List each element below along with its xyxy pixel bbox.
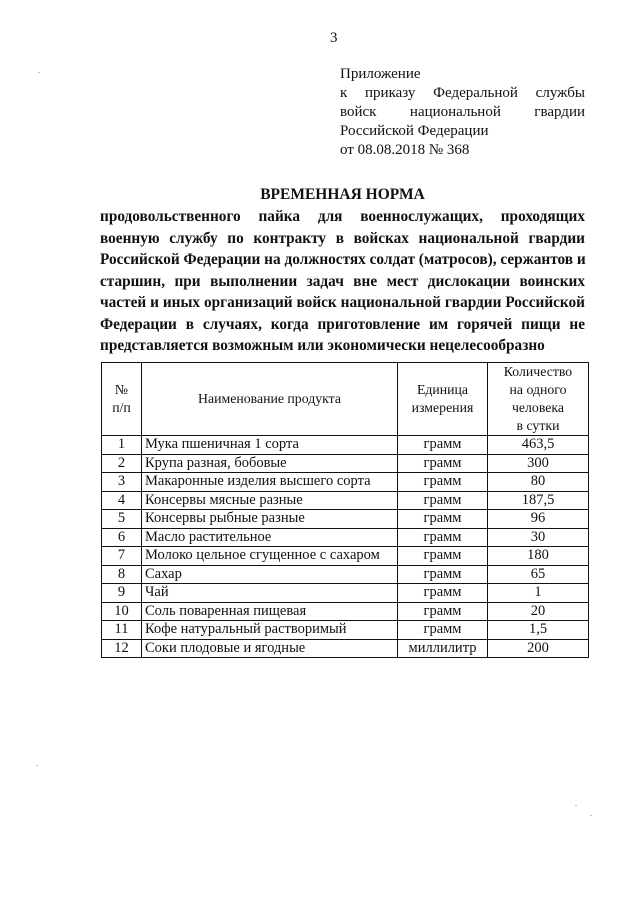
quantity: 80 xyxy=(488,473,589,492)
unit: грамм xyxy=(398,528,488,547)
subtitle-line: частей и иных организаций войск национальной гвардии Российской xyxy=(100,294,585,311)
subtitle-line: представляется возможным или экономически нецелесообразно xyxy=(100,337,545,354)
product-name: Сахар xyxy=(142,565,398,584)
subtitle-line: старшин, при выполнении задач вне мест дислокации воинских xyxy=(100,272,585,290)
appendix-line: от 08.08.2018 № 368 xyxy=(340,142,470,158)
header-num-line: № xyxy=(114,382,129,397)
table-row xyxy=(102,547,589,566)
unit: грамм xyxy=(398,602,488,621)
header-qty-line: на одного xyxy=(509,382,567,397)
header-num xyxy=(102,363,142,436)
table-row xyxy=(102,639,589,658)
header-qty-line: в сутки xyxy=(516,418,560,433)
unit: грамм xyxy=(398,436,488,455)
header-num-line: п/п xyxy=(112,400,131,415)
row-number: 7 xyxy=(102,547,142,566)
unit: грамм xyxy=(398,510,488,529)
row-number: 3 xyxy=(102,473,142,492)
appendix-line: Приложение xyxy=(340,66,421,82)
unit: грамм xyxy=(398,565,488,584)
quantity: 20 xyxy=(488,602,589,621)
quantity: 1 xyxy=(488,584,589,603)
product-name: Мука пшеничная 1 сорта xyxy=(142,436,398,455)
product-name: Молоко цельное сгущенное с сахаром xyxy=(142,547,398,566)
product-name: Макаронные изделия высшего сорта xyxy=(142,473,398,492)
appendix-line: войск национальной гвардии xyxy=(340,104,585,120)
product-name: Консервы рыбные разные xyxy=(142,510,398,529)
quantity: 30 xyxy=(488,528,589,547)
appendix-block xyxy=(340,65,585,160)
row-number: 6 xyxy=(102,528,142,547)
subtitle-line: Федерации в случаях, когда приготовление им горячей пищи не xyxy=(100,315,585,333)
row-number: 11 xyxy=(102,621,142,640)
row-number: 10 xyxy=(102,602,142,621)
row-number: 1 xyxy=(102,436,142,455)
header-name: Наименование продукта xyxy=(142,363,398,436)
quantity: 96 xyxy=(488,510,589,529)
table-header-row xyxy=(102,363,589,436)
unit: миллилитр xyxy=(398,639,488,658)
document-title: ВРЕМЕННАЯ НОРМА xyxy=(260,186,425,203)
unit: грамм xyxy=(398,491,488,510)
table-row xyxy=(102,510,589,529)
row-number: 4 xyxy=(102,491,142,510)
table-row xyxy=(102,602,589,621)
product-name: Чай xyxy=(142,584,398,603)
quantity: 65 xyxy=(488,565,589,584)
quantity: 200 xyxy=(488,639,589,658)
row-number: 2 xyxy=(102,454,142,473)
subtitle-line: продовольственного пайка для военнослужащих, проходящих xyxy=(100,208,585,225)
row-number: 12 xyxy=(102,639,142,658)
row-number: 9 xyxy=(102,584,142,603)
row-number: 8 xyxy=(102,565,142,584)
quantity: 300 xyxy=(488,454,589,473)
unit: грамм xyxy=(398,621,488,640)
header-qty xyxy=(488,363,589,436)
product-name: Крупа разная, бобовые xyxy=(142,454,398,473)
page-number: 3 xyxy=(330,30,338,46)
product-name: Соки плодовые и ягодные xyxy=(142,639,398,658)
row-number: 5 xyxy=(102,510,142,529)
document-subtitle xyxy=(100,206,585,357)
unit: грамм xyxy=(398,547,488,566)
ration-table xyxy=(101,362,589,658)
product-name: Консервы мясные разные xyxy=(142,491,398,510)
header-unit-line: измерения xyxy=(411,400,474,415)
table-row xyxy=(102,473,589,492)
quantity: 463,5 xyxy=(488,436,589,455)
table-row xyxy=(102,584,589,603)
subtitle-line: военную службу по контракту в войсках национальной гвардии xyxy=(100,229,585,247)
header-qty-line: человека xyxy=(511,400,565,415)
subtitle-line: Российской Федерации на должностях солдат (матросов), сержантов и xyxy=(100,251,586,268)
table-row xyxy=(102,528,589,547)
table-row xyxy=(102,621,589,640)
header-unit-line: Единица xyxy=(416,382,469,397)
appendix-line: к приказу Федеральной службы xyxy=(340,85,585,101)
table-row xyxy=(102,436,589,455)
quantity: 187,5 xyxy=(488,491,589,510)
appendix-line: Российской Федерации xyxy=(340,123,489,139)
header-unit xyxy=(398,363,488,436)
product-name: Соль поваренная пищевая xyxy=(142,602,398,621)
product-name: Кофе натуральный растворимый xyxy=(142,621,398,640)
header-qty-line: Количество xyxy=(503,364,573,379)
unit: грамм xyxy=(398,473,488,492)
quantity: 1,5 xyxy=(488,621,589,640)
table-row xyxy=(102,565,589,584)
table-row xyxy=(102,491,589,510)
product-name: Масло растительное xyxy=(142,528,398,547)
table-row xyxy=(102,454,589,473)
unit: грамм xyxy=(398,454,488,473)
unit: грамм xyxy=(398,584,488,603)
quantity: 180 xyxy=(488,547,589,566)
